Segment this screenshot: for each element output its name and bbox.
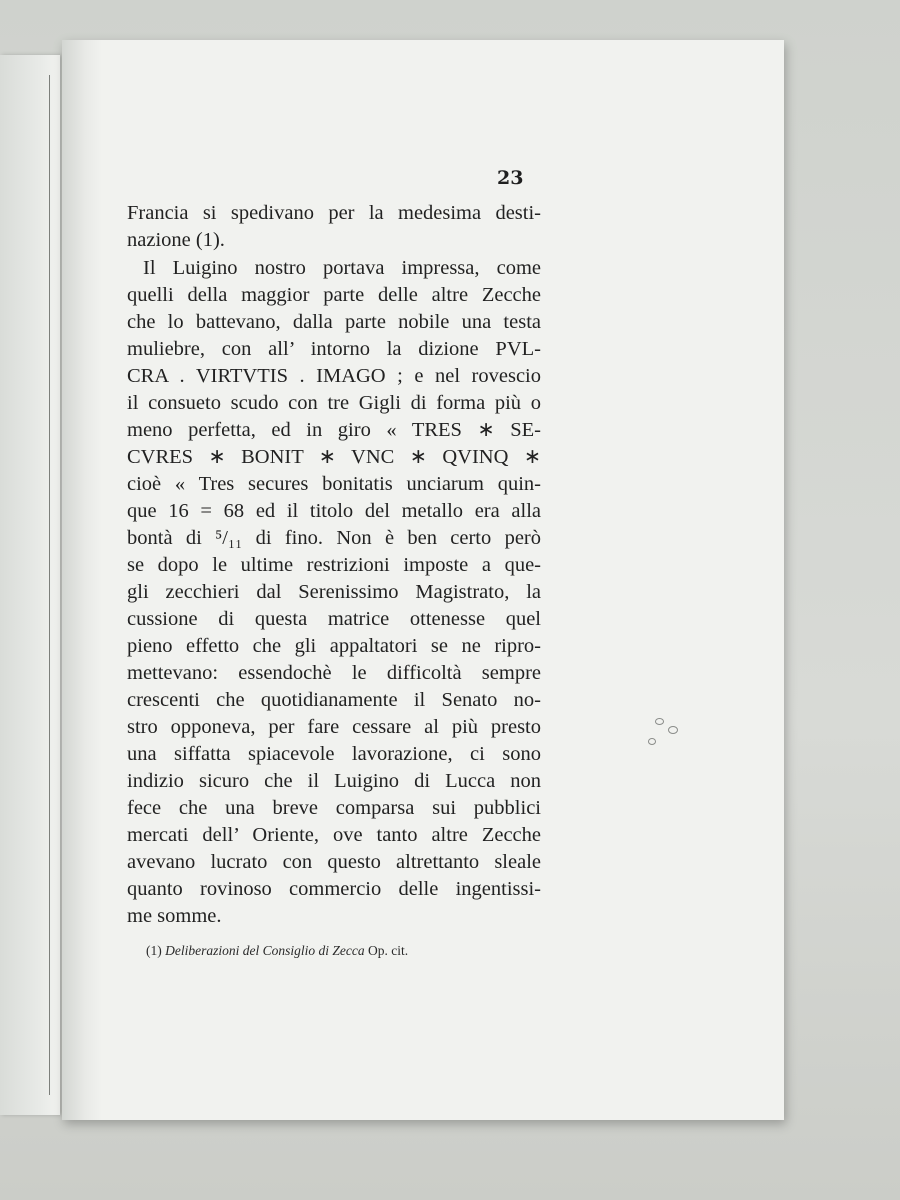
footnote-reference: Op. cit. — [367, 943, 409, 958]
text-line: cioè « Tres secures bonitatis unciarum quin- — [127, 473, 541, 495]
text-line: quelli della maggior parte delle altre Zecche — [127, 284, 541, 306]
text-line: indizio sicuro che il Luigino di Lucca non — [127, 770, 541, 792]
text-line: bontà di ⁵/₁₁ di fino. Non è ben certo però — [127, 527, 541, 549]
text-line: il consueto scudo con tre Gigli di forma più o — [127, 392, 541, 414]
text-line: se dopo le ultime restrizioni imposte a que- — [127, 554, 541, 576]
text-line: avevano lucrato con questo altrettanto sleale — [127, 851, 541, 873]
paper-speck — [668, 726, 678, 734]
text-line: muliebre, con all’ intorno la dizione PVL- — [127, 338, 541, 360]
text-line: meno perfetta, ed in giro « TRES ∗ SE- — [127, 419, 541, 441]
text-line: cussione di questa matrice ottenesse quel — [127, 608, 541, 630]
text-line: stro opponeva, per fare cessare al più presto — [127, 716, 541, 738]
text-line: pieno effetto che gli appaltatori se ne ripro- — [127, 635, 541, 657]
text-line: fece che una breve comparsa sui pubblici — [127, 797, 541, 819]
text-line: gli zecchieri dal Serenissimo Magistrato, la — [127, 581, 541, 603]
text-line: che lo battevano, dalla parte nobile una testa — [127, 311, 541, 333]
footnote-title: Deliberazioni del Consiglio di Zecca — [165, 943, 365, 958]
page-edge-line — [49, 75, 50, 1095]
text-line: quanto rovinoso commercio delle ingentissi- — [127, 878, 541, 900]
text-line: que 16 = 68 ed il titolo del metallo era alla — [127, 500, 541, 522]
footnote — [146, 943, 408, 959]
page-gutter-shadow — [62, 40, 102, 1120]
text-line: CVRES ∗ BONIT ∗ VNC ∗ QVINQ ∗ — [127, 446, 541, 468]
text-line: CRA . VIRTVTIS . IMAGO ; e nel rovescio — [127, 365, 541, 387]
paper-speck — [648, 738, 656, 745]
page-number: 23 — [497, 167, 524, 189]
footnote-marker: (1) — [146, 943, 162, 958]
paper-speck — [655, 718, 664, 725]
text-line: Il Luigino nostro portava impressa, come — [143, 257, 541, 279]
text-line: una siffatta spiacevole lavorazione, ci sono — [127, 743, 541, 765]
facing-page-edge — [0, 55, 60, 1115]
text-line: mercati dell’ Oriente, ove tanto altre Zecche — [127, 824, 541, 846]
text-line: crescenti che quotidianamente il Senato no- — [127, 689, 541, 711]
text-line: nazione (1). — [127, 229, 225, 251]
text-line: mettevano: essendochè le difficoltà sempre — [127, 662, 541, 684]
text-line: me somme. — [127, 905, 222, 927]
text-line: Francia si spedivano per la medesima desti- — [127, 202, 541, 224]
